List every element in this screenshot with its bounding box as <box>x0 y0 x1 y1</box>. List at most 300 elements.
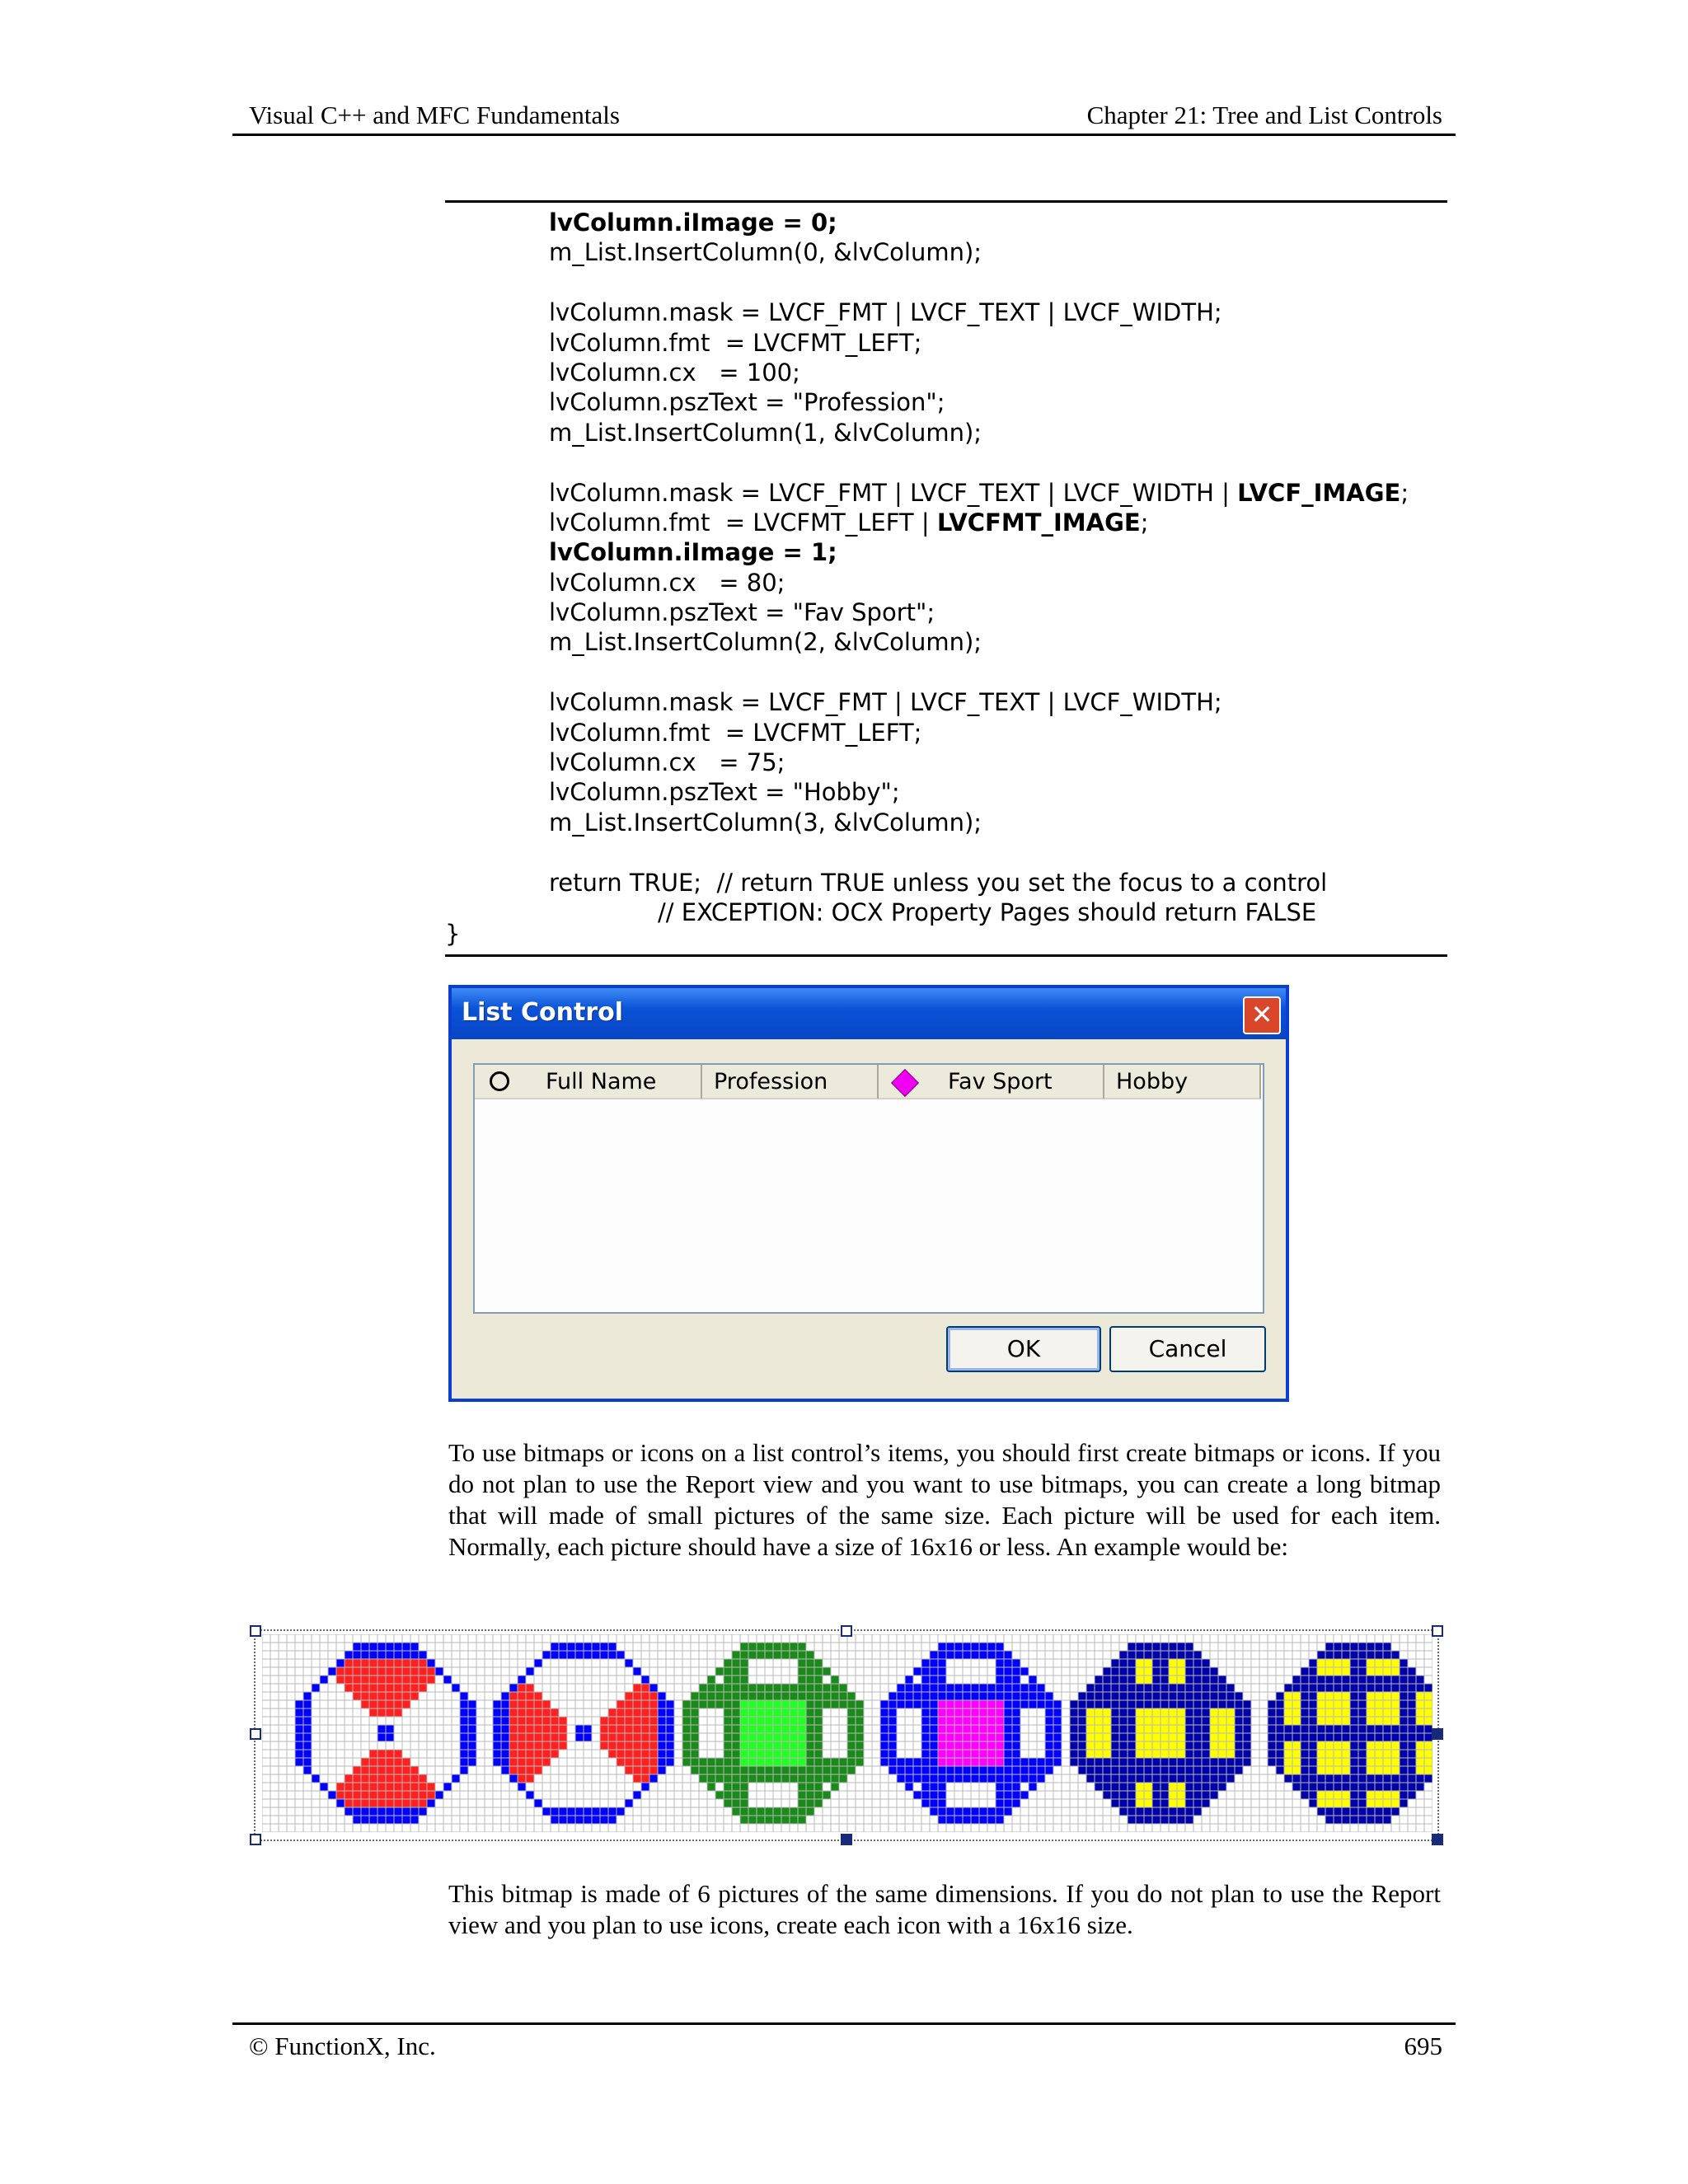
bitmap-cell <box>526 1791 534 1799</box>
bitmap-cell <box>567 1643 575 1651</box>
bitmap-cell <box>1383 1717 1391 1725</box>
bitmap-cell <box>1391 1791 1400 1799</box>
bitmap-cell <box>1309 1783 1317 1791</box>
bitmap-cell <box>1391 1774 1400 1783</box>
bitmap-cell <box>1416 1692 1424 1700</box>
bitmap-cell <box>1375 1774 1383 1783</box>
bitmap-cell <box>946 1700 954 1708</box>
bitmap-cell <box>1367 1733 1375 1741</box>
bitmap-cell <box>1185 1725 1193 1733</box>
bitmap-cell <box>1416 1675 1424 1684</box>
bitmap-cell <box>369 1643 377 1651</box>
resize-handle[interactable] <box>250 1625 261 1637</box>
bitmap-cell <box>798 1816 806 1824</box>
bitmap-cell <box>1177 1717 1185 1725</box>
bitmap-cell <box>1391 1708 1400 1717</box>
bitmap-cell <box>419 1651 427 1659</box>
bitmap-cell <box>542 1708 551 1717</box>
bitmap-cell <box>1235 1766 1243 1774</box>
bitmap-cell <box>1136 1758 1144 1766</box>
bitmap-cell <box>1177 1783 1185 1791</box>
bitmap-cell <box>1218 1684 1226 1692</box>
bitmap-cell <box>509 1750 518 1758</box>
bitmap-cell <box>1152 1733 1160 1741</box>
bitmap-cell <box>814 1766 823 1774</box>
bitmap-cell <box>1169 1659 1177 1667</box>
bitmap-cell <box>369 1791 377 1799</box>
bitmap-cell <box>1177 1791 1185 1799</box>
bitmap-cell <box>790 1816 798 1824</box>
bitmap-cell <box>377 1643 386 1651</box>
bitmap-cell <box>394 1684 402 1692</box>
bitmap-cell <box>386 1667 394 1675</box>
bitmap-cell <box>1408 1675 1416 1684</box>
bitmap-cell <box>1292 1750 1301 1758</box>
bitmap-cell <box>921 1774 930 1783</box>
list-header <box>475 1065 1263 1101</box>
bitmap-cell <box>1169 1708 1177 1717</box>
bitmap-cell <box>1012 1733 1020 1741</box>
bitmap-cell <box>921 1708 930 1717</box>
code-line: lvColumn.iImage = 1; <box>549 538 837 567</box>
chapter-title: Chapter 21: Tree and List Controls <box>1086 101 1442 129</box>
bitmap-cell <box>946 1651 954 1659</box>
bitmap-cell <box>707 1675 715 1684</box>
bitmap-cell <box>1020 1692 1029 1700</box>
bitmap-cell <box>1144 1807 1152 1816</box>
bitmap-cell <box>1375 1766 1383 1774</box>
bitmap-cell <box>1160 1684 1169 1692</box>
bitmap-cell <box>419 1659 427 1667</box>
bitmap-cell <box>1160 1733 1169 1741</box>
bitmap-cell <box>765 1758 773 1766</box>
bitmap-cell <box>757 1643 765 1651</box>
bitmap-cell <box>1375 1807 1383 1816</box>
bitmap-cell <box>930 1692 938 1700</box>
bitmap-cell <box>946 1774 954 1783</box>
bitmap-cell <box>1152 1774 1160 1783</box>
bitmap-cell <box>361 1651 369 1659</box>
bitmap-cell <box>1152 1799 1160 1807</box>
bitmap-cell <box>303 1708 312 1717</box>
bitmap-cell <box>1177 1643 1185 1651</box>
bitmap-cell <box>1103 1766 1111 1774</box>
bitmap-cell <box>724 1700 732 1708</box>
bitmap-cell <box>1358 1816 1367 1824</box>
bitmap-cell <box>1309 1659 1317 1667</box>
bitmap-cell <box>938 1667 946 1675</box>
bitmap-cell <box>1004 1667 1012 1675</box>
bitmap-cell <box>790 1758 798 1766</box>
bitmap-cell <box>658 1717 666 1725</box>
bitmap-cell <box>1095 1700 1103 1708</box>
bitmap-cell <box>1119 1651 1128 1659</box>
bitmap-cell <box>1103 1750 1111 1758</box>
bitmap-cell <box>757 1758 765 1766</box>
bitmap-cell <box>1334 1708 1342 1717</box>
bitmap-cell <box>715 1684 724 1692</box>
bitmap-cell <box>1350 1774 1358 1783</box>
bitmap-cell <box>798 1791 806 1799</box>
bitmap-cell <box>559 1643 567 1651</box>
bitmap-cell <box>303 1766 312 1774</box>
bitmap-cell <box>1325 1799 1334 1807</box>
bitmap-cell <box>559 1725 567 1733</box>
bitmap-cell <box>377 1692 386 1700</box>
bitmap-cell <box>1284 1750 1292 1758</box>
resize-handle[interactable] <box>841 1625 852 1637</box>
bitmap-cell <box>930 1708 938 1717</box>
list-view[interactable] <box>473 1063 1264 1314</box>
list-control-dialog <box>448 985 1289 1402</box>
bitmap-cell <box>1391 1692 1400 1700</box>
resize-handle[interactable] <box>841 1834 852 1845</box>
bitmap-cell <box>1210 1684 1218 1692</box>
bitmap-cell <box>559 1733 567 1741</box>
bitmap-cell <box>377 1659 386 1667</box>
bitmap-cell <box>1193 1783 1202 1791</box>
bitmap-cell <box>600 1741 608 1750</box>
bitmap-cell <box>748 1717 757 1725</box>
column-header-full-name[interactable] <box>475 1065 702 1099</box>
bitmap-cell <box>963 1700 971 1708</box>
bitmap-cell <box>377 1807 386 1816</box>
bitmap-cell <box>1235 1758 1243 1766</box>
bitmap-cell <box>1276 1725 1284 1733</box>
bitmap-cell <box>1078 1733 1086 1741</box>
bitmap-cell <box>633 1766 641 1774</box>
bitmap-cell <box>1416 1700 1424 1708</box>
bitmap-cell <box>781 1741 790 1750</box>
bitmap-cell <box>1424 1717 1432 1725</box>
bitmap-cell <box>1144 1708 1152 1717</box>
bitmap-cell <box>798 1643 806 1651</box>
bitmap-cell <box>526 1725 534 1733</box>
bitmap-cell <box>1202 1733 1210 1741</box>
bitmap-cell <box>921 1783 930 1791</box>
bitmap-cell <box>1268 1758 1276 1766</box>
bitmap-cell <box>1383 1708 1391 1717</box>
bitmap-cell <box>823 1774 831 1783</box>
bitmap-cell <box>394 1667 402 1675</box>
bitmap-cell <box>1053 1733 1062 1741</box>
ok-button[interactable]: OK <box>946 1326 1101 1372</box>
bitmap-cell <box>938 1725 946 1733</box>
bitmap-cell <box>1202 1684 1210 1692</box>
bitmap-cell <box>1325 1675 1334 1684</box>
bitmap-cell <box>889 1700 897 1708</box>
bitmap-cell <box>551 1725 559 1733</box>
bitmap-cell <box>1350 1783 1358 1791</box>
bitmap-cell <box>740 1692 748 1700</box>
bitmap-cell <box>1342 1766 1350 1774</box>
bitmap-cell <box>987 1684 996 1692</box>
bitmap-cell <box>699 1766 707 1774</box>
bitmap-cell <box>600 1733 608 1741</box>
resize-handle[interactable] <box>1432 1728 1443 1740</box>
bitmap-cell <box>946 1758 954 1766</box>
bitmap-cell <box>1004 1783 1012 1791</box>
code-line: // EXCEPTION: OCX Property Pages should return FALSE <box>658 898 1317 926</box>
bitmap-cell <box>419 1807 427 1816</box>
bitmap-cell <box>938 1750 946 1758</box>
bitmap-cell <box>740 1667 748 1675</box>
bitmap-cell <box>1103 1741 1111 1750</box>
bitmap-cell <box>682 1725 691 1733</box>
bitmap-cell <box>880 1700 889 1708</box>
paragraph-intro: To use bitmaps or icons on a list control’s items, you should first create bitmaps or icons. If you do not plan to use the Report view and you want to use bitmaps, you can create a long bitmap that will made of small pictures of the same size. Each picture will be used for each item. Normally, each picture should have a size of 16x16 or less. An example would be: <box>448 1438 1441 1561</box>
bitmap-cell <box>369 1684 377 1692</box>
bitmap-cell <box>1029 1675 1037 1684</box>
code-line: m_List.InsertColumn(0, &lvColumn); <box>549 238 982 267</box>
bitmap-cell <box>1103 1692 1111 1700</box>
bitmap-cell <box>320 1675 328 1684</box>
bitmap-cell <box>641 1708 649 1717</box>
bitmap-cell <box>518 1717 526 1725</box>
bitmap-cell <box>625 1733 633 1741</box>
copyright: © FunctionX, Inc. <box>249 2032 436 2060</box>
bitmap-cell <box>831 1700 839 1708</box>
bitmap-cell <box>592 1807 600 1816</box>
bitmap-cell <box>1325 1791 1334 1799</box>
bitmap-cell <box>369 1758 377 1766</box>
bitmap-cell <box>1367 1807 1375 1816</box>
bitmap-cell <box>938 1741 946 1750</box>
bitmap-cell <box>880 1708 889 1717</box>
bitmap-cell <box>1334 1725 1342 1733</box>
bitmap-cell <box>856 1717 864 1725</box>
column-header-hobby[interactable] <box>1104 1065 1261 1099</box>
bitmap-cell <box>1193 1774 1202 1783</box>
bitmap-cell <box>542 1651 551 1659</box>
bitmap-cell <box>501 1733 509 1741</box>
resize-handle[interactable] <box>1432 1834 1443 1845</box>
bitmap-cell <box>1037 1692 1045 1700</box>
resize-handle[interactable] <box>250 1834 261 1845</box>
bitmap-cell <box>575 1651 584 1659</box>
bitmap-cell <box>1367 1791 1375 1799</box>
bitmap-cell <box>608 1725 617 1733</box>
bitmap-cell <box>1292 1684 1301 1692</box>
bitmap-cell <box>1309 1758 1317 1766</box>
bitmap-cell <box>707 1774 715 1783</box>
bitmap-cell <box>394 1659 402 1667</box>
bitmap-cell <box>1103 1783 1111 1791</box>
bitmap-cell <box>361 1667 369 1675</box>
bitmap-cell <box>361 1684 369 1692</box>
bitmap-cell <box>856 1750 864 1758</box>
bitmap-cell <box>1193 1791 1202 1799</box>
bitmap-cell <box>1177 1799 1185 1807</box>
close-button[interactable] <box>1243 996 1281 1034</box>
bitmap-cell <box>1375 1816 1383 1824</box>
bitmap-cell <box>847 1750 856 1758</box>
bitmap-cell <box>1136 1774 1144 1783</box>
bitmap-cell <box>880 1758 889 1766</box>
bitmap-cell <box>1375 1643 1383 1651</box>
bitmap-cell <box>1342 1774 1350 1783</box>
bitmap-cell <box>1210 1725 1218 1733</box>
bitmap-cell <box>1053 1758 1062 1766</box>
bitmap-cell <box>1358 1783 1367 1791</box>
bitmap-cell <box>386 1816 394 1824</box>
bitmap-cell <box>468 1758 476 1766</box>
bitmap-cell <box>1020 1684 1029 1692</box>
bitmap-cell <box>1185 1750 1193 1758</box>
resize-handle[interactable] <box>250 1728 261 1740</box>
bitmap-cell <box>526 1774 534 1783</box>
bitmap-cell <box>1128 1717 1136 1725</box>
bitmap-cell <box>1416 1783 1424 1791</box>
bitmap-cell <box>559 1717 567 1725</box>
bitmap-cell <box>534 1725 542 1733</box>
bitmap-cell <box>1095 1675 1103 1684</box>
bitmap-cell <box>336 1799 345 1807</box>
cancel-button[interactable]: Cancel <box>1109 1326 1266 1372</box>
bitmap-cell <box>781 1750 790 1758</box>
bitmap-cell <box>460 1741 468 1750</box>
bitmap-cell <box>1045 1750 1053 1758</box>
bitmap-cell <box>1334 1659 1342 1667</box>
title-bar[interactable] <box>452 988 1286 1039</box>
bitmap-cell <box>584 1725 592 1733</box>
bitmap-cell <box>1136 1717 1144 1725</box>
bitmap-cell <box>996 1816 1004 1824</box>
bitmap-cell <box>1358 1766 1367 1774</box>
bitmap-cell <box>1309 1766 1317 1774</box>
bitmap-cell <box>1342 1750 1350 1758</box>
bitmap-cell <box>724 1758 732 1766</box>
bitmap-cell <box>666 1733 674 1741</box>
bitmap-cell <box>1391 1750 1400 1758</box>
bitmap-cell <box>1169 1750 1177 1758</box>
bitmap-cell <box>361 1783 369 1791</box>
bitmap-cell <box>1383 1750 1391 1758</box>
paragraph-conclusion: This bitmap is made of 6 pictures of the same dimensions. If you do not plan to use the Report view and you plan to use icons, create each icon with a 16x16 size. <box>448 1879 1441 1939</box>
bitmap-cell <box>336 1659 345 1667</box>
bitmap-cell <box>773 1684 781 1692</box>
bitmap-cell <box>913 1667 921 1675</box>
bitmap-cell <box>1416 1741 1424 1750</box>
bitmap-cell <box>831 1783 839 1791</box>
bitmap-cell <box>1012 1783 1020 1791</box>
bitmap-cell <box>394 1643 402 1651</box>
bitmap-cell <box>501 1741 509 1750</box>
bitmap-cell <box>1004 1675 1012 1684</box>
code-line <box>549 448 1409 477</box>
bitmap-cell <box>1334 1774 1342 1783</box>
bitmap-cell <box>905 1783 913 1791</box>
bitmap-cell <box>1169 1667 1177 1675</box>
bitmap-cell <box>1301 1725 1309 1733</box>
bitmap-cell <box>790 1651 798 1659</box>
bitmap-cell <box>954 1807 963 1816</box>
bitmap-cell <box>551 1717 559 1725</box>
bitmap-cell <box>1210 1675 1218 1684</box>
bitmap-cell <box>839 1700 847 1708</box>
column-header-fav-sport[interactable] <box>879 1065 1104 1099</box>
bitmap-cell <box>971 1816 979 1824</box>
code-line <box>549 268 1409 298</box>
bitmap-cell <box>1177 1774 1185 1783</box>
bitmap-cell <box>353 1766 361 1774</box>
bitmap-cell <box>1078 1766 1086 1774</box>
bitmap-cell <box>1334 1651 1342 1659</box>
bitmap-cell <box>361 1799 369 1807</box>
resize-handle[interactable] <box>1432 1625 1443 1637</box>
bitmap-cell <box>1218 1741 1226 1750</box>
bitmap-cell <box>1292 1741 1301 1750</box>
bitmap-cell <box>386 1733 394 1741</box>
bitmap-cell <box>1111 1692 1119 1700</box>
bitmap-cell <box>1136 1675 1144 1684</box>
bitmap-cell <box>1144 1643 1152 1651</box>
bitmap-cell <box>1424 1692 1432 1700</box>
bitmap-cell <box>1391 1733 1400 1741</box>
bitmap-cell <box>963 1741 971 1750</box>
bitmap-cell <box>757 1741 765 1750</box>
bitmap-cell <box>394 1750 402 1758</box>
bitmap-cell <box>806 1750 814 1758</box>
bitmap-cell <box>1045 1758 1053 1766</box>
bitmap-cell <box>666 1725 674 1733</box>
bitmap-cell <box>435 1667 443 1675</box>
code-line: lvColumn.mask = LVCF_FMT | LVCF_TEXT | LVCF_WIDTH; <box>549 298 1222 327</box>
bitmap-cell <box>1095 1766 1103 1774</box>
bitmap-cell <box>1086 1766 1095 1774</box>
bitmap-cell <box>1144 1700 1152 1708</box>
bitmap-cell <box>1020 1774 1029 1783</box>
bitmap-cell <box>526 1733 534 1741</box>
bitmap-cell <box>1144 1758 1152 1766</box>
bitmap-cell <box>1408 1717 1416 1725</box>
bitmap-cell <box>649 1684 658 1692</box>
bitmap-cell <box>732 1708 740 1717</box>
bitmap-cell <box>1383 1733 1391 1741</box>
bitmap-cell <box>930 1675 938 1684</box>
bitmap-cell <box>1391 1675 1400 1684</box>
bitmap-cell <box>691 1700 699 1708</box>
bitmap-cell <box>740 1725 748 1733</box>
bitmap-cell <box>427 1799 435 1807</box>
bitmap-cell <box>1160 1783 1169 1791</box>
bitmap-cell <box>930 1783 938 1791</box>
bitmap-cell <box>930 1774 938 1783</box>
bitmap-cell <box>1416 1774 1424 1783</box>
bitmap-cell <box>1119 1717 1128 1725</box>
bitmap-cell <box>1408 1741 1416 1750</box>
bitmap-cell <box>1185 1807 1193 1816</box>
bitmap-cell <box>303 1741 312 1750</box>
bitmap-cell <box>1012 1684 1020 1692</box>
bitmap-cell <box>1218 1750 1226 1758</box>
bitmap-cell <box>921 1675 930 1684</box>
column-header-profession[interactable] <box>702 1065 879 1099</box>
bitmap-cell <box>806 1675 814 1684</box>
bitmap-cell <box>724 1774 732 1783</box>
bitmap-cell <box>509 1684 518 1692</box>
bitmap-cell <box>682 1700 691 1708</box>
bitmap-cell <box>1136 1643 1144 1651</box>
bitmap-cell <box>806 1651 814 1659</box>
bitmap-cell <box>427 1659 435 1667</box>
bitmap-cell <box>460 1758 468 1766</box>
bitmap-cell <box>1095 1783 1103 1791</box>
bitmap-cell <box>1325 1741 1334 1750</box>
bitmap-cell <box>1103 1667 1111 1675</box>
bitmap-cell <box>386 1783 394 1791</box>
bitmap-cell <box>1284 1717 1292 1725</box>
